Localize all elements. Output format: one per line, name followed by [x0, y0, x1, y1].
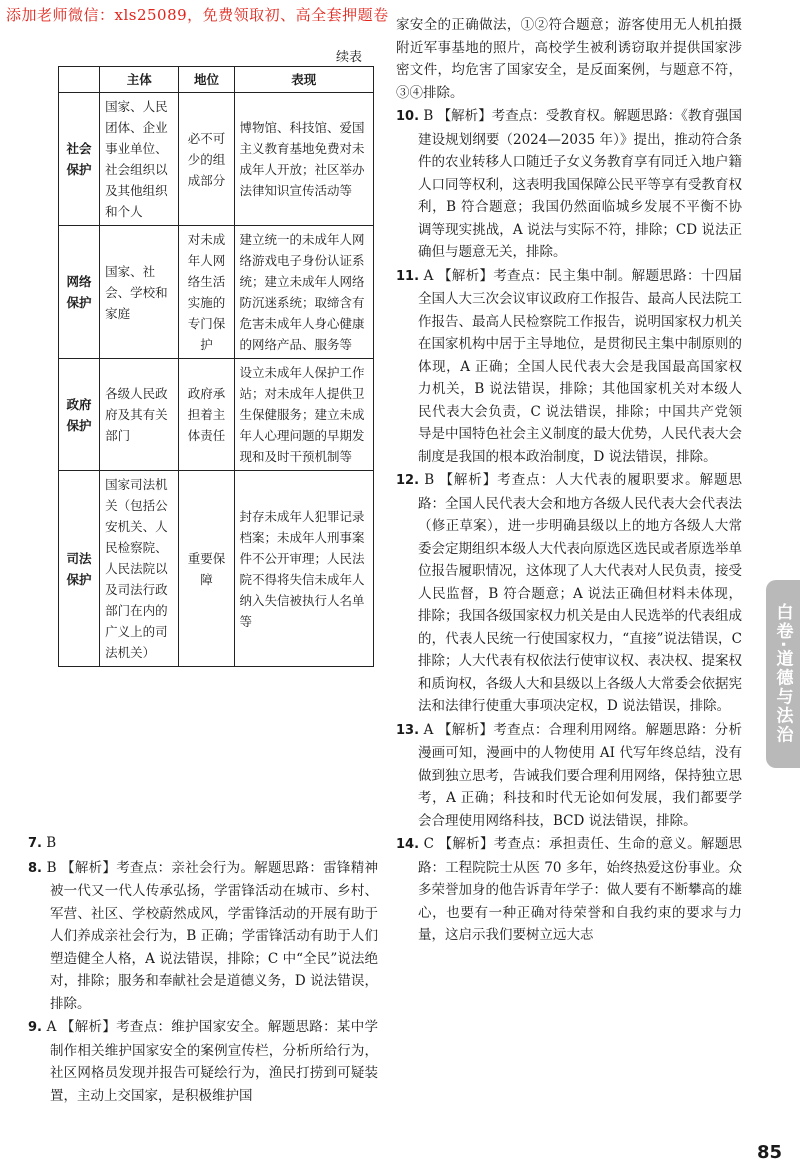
answer-number: 12. — [396, 473, 420, 488]
answer-number: 8. — [28, 860, 42, 876]
answer-number: 10. — [396, 109, 420, 124]
protection-table — [58, 66, 374, 667]
answer-item — [28, 857, 378, 1016]
answer-item — [28, 1016, 378, 1107]
row-category: 网络保护 — [59, 226, 100, 359]
answer-item — [396, 719, 742, 833]
row-subject: 国家、社会、学校和家庭 — [100, 226, 179, 359]
answer-text: A 【解析】考查点：合理利用网络。解题思路：分析漫画可知，漫画中的人物使用 AI 代写年终总结，没有做到独立思考，告诫我们要合理利用网络，保持独立思考，A 正确；科技和时代无论如何发展，我们都要学会合理使用网络科技，BCD 说法错误，排除。 — [418, 721, 742, 829]
answer-item — [396, 469, 742, 718]
table-row — [59, 93, 374, 226]
answer-text: B 【解析】考查点：受教育权。解题思路：《教育强国建设规划纲要（2024—2035 年）》提出，推动符合条件的农业转移人口随迁子女义务教育享有同迁入地户籍人口同等权利，这表明我国保障公民平等享有受教育权利，B 符合题意；我国仍然面临城乡发展不平衡不协调等现实挑战，A 说法与实际不符，排除；CD 说法正确但与题意无关，排除。 — [418, 108, 742, 260]
table-row — [59, 471, 374, 667]
answer-number: 9. — [28, 1020, 42, 1035]
answer-text: A 【解析】考查点：民主集中制。解题思路：十四届全国人大三次会议审议政府工作报告、最高人民法院工作报告、最高人民检察院工作报告，说明国家权力机关在国家机构中居于主导地位，是贯彻民主集中制原则的体现，A 正确；全国人民代表大会是我国最高国家权力机关，B 说法错误，排除；其他国家机关对本级人民代表大会负责，C 说法错误，排除；中国共产党领导是中国特色社会主义制度的最大优势，人民代表大会制度是我国的根本政治制度，D 说法错误，排除。 — [418, 267, 742, 465]
answer-number: 7. — [28, 836, 42, 851]
row-category: 政府保护 — [59, 359, 100, 471]
row-position: 对未成年人网络生活实施的专门保护 — [179, 226, 234, 359]
row-subject: 各级人民政府及其有关部门 — [100, 359, 179, 471]
row-performance: 建立统一的未成年人网络游戏电子身份认证系统；建立未成年人网络防沉迷系统；取缔含有危害未成年人身心健康的网络产品、服务等 — [234, 226, 373, 359]
answer-number: 14. — [396, 837, 420, 852]
subject-side-tab — [766, 580, 800, 768]
row-position: 重要保障 — [179, 471, 234, 667]
row-category: 社会保护 — [59, 93, 100, 226]
watermark: 添加老师微信：xls25089，免费领取初、高全套押题卷 — [6, 6, 389, 24]
row-position: 政府承担着主体责任 — [179, 359, 234, 471]
table-header-cell: 表现 — [234, 67, 373, 93]
table-row — [59, 359, 374, 471]
answer-item — [396, 105, 742, 264]
table-header-row — [59, 67, 374, 93]
row-performance: 封存未成年人犯罪记录档案；未成年人刑事案件不公开审理；人民法院不得将失信未成年人纳入失信被执行人名单等 — [234, 471, 373, 667]
side-tab-label: 白卷·道德与法治 — [772, 603, 793, 745]
row-subject: 国家司法机关（包括公安机关、人民检察院、人民法院以及司法行政部门在内的广义上的司法机关） — [100, 471, 179, 667]
continued-label: 续表 — [336, 50, 363, 65]
row-position: 必不可少的组成部分 — [179, 93, 234, 226]
row-performance: 博物馆、科技馆、爱国主义教育基地免费对未成年人开放；社区举办法律知识宣传活动等 — [234, 93, 373, 226]
answer-item — [396, 265, 742, 469]
table-row — [59, 226, 374, 359]
row-performance: 设立未成年人保护工作站；对未成年人提供卫生保健服务；建立未成年人心理问题的早期发现和及时干预机制等 — [234, 359, 373, 471]
page-number: 85 — [756, 1142, 782, 1163]
row-category: 司法保护 — [59, 471, 100, 667]
answer-continuation — [396, 14, 742, 104]
answer-item — [396, 833, 742, 947]
answer-text: B — [46, 835, 57, 851]
answer-text: 家安全的正确做法，①②符合题意；游客使用无人机拍摄附近军事基地的照片，高校学生被利诱窃取并提供国家涉密文件，均危害了国家安全，是反面案例，与题意不符，③④排除。 — [396, 17, 742, 101]
table-header-cell — [59, 67, 100, 93]
answer-number: 13. — [396, 722, 420, 738]
right-answers-column — [396, 14, 742, 948]
table-header-cell: 地位 — [179, 67, 234, 93]
answer-item — [28, 832, 378, 856]
table-header-cell: 主体 — [100, 67, 179, 93]
answer-text: B 【解析】考查点：人大代表的履职要求。解题思路：全国人民代表大会和地方各级人民代表大会代表法（修正草案），进一步明确县级以上的地方各级人大常委会定期组织本级人大代表向原选区选民或者原选举单位报告履职情况，这体现了人大代表对人民负责，接受人民监督，B 符合题意；A 说法正确但材料未体现，排除；我国各级国家权力机关是由人民选举的代表组成的，代表人民统一行使国家权力，“直接”说法错误，C 排除；人大代表有权依法行使审议权、表决权、提案权和质询权，各级人大和县级以上各级人大常委会依据宪法和法律行使重大事项决定权，D 说法错误，排除。 — [418, 472, 742, 714]
answer-number: 11. — [396, 268, 420, 284]
answer-text: C 【解析】考查点：承担责任、生命的意义。解题思路：工程院院士从医 70 多年，始终热爱这份事业。众多荣誉加身的他告诉青年学子：做人要有不断攀高的雄心，也要有一种正确对待荣誉和自我约束的要求与力量，这启示我们要树立远大志 — [418, 836, 743, 943]
left-answers-column — [28, 832, 378, 1108]
answer-text: A 【解析】考查点：维护国家安全。解题思路：某中学制作相关维护国家安全的案例宣传栏，分析所给行为，社区网格员发现并报告可疑绘行为，渔民打捞到可疑装置，主动上交国家，是积极维护国 — [46, 1019, 378, 1104]
answer-text: B 【解析】考查点：亲社会行为。解题思路：雷锋精神被一代又一代人传承弘扬，学雷锋活动在城市、乡村、军营、社区、学校蔚然成风，学雷锋活动的开展有助于人们养成亲社会行为，B 正确；学雷锋活动有助于人们塑造健全人格，A 说法错误，排除；C 中“全民”说法绝对，排除；服务和奉献社会是道德义务，D 说法错误，排除。 — [46, 859, 378, 1012]
row-subject: 国家、人民团体、企业事业单位、社会组织以及其他组织和个人 — [100, 93, 179, 226]
